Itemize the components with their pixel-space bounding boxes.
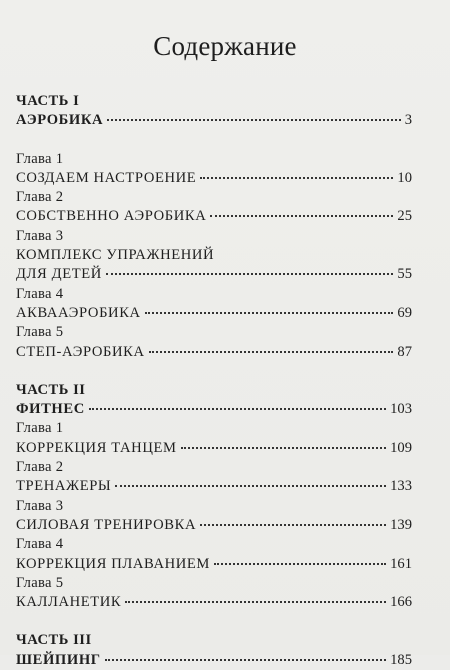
toc-entry[interactable]: [16, 477, 412, 496]
toc-entry-title: КОРРЕКЦИЯ ПЛАВАНИЕМ: [16, 555, 210, 572]
toc-entry-title: ШЕЙПИНГ: [16, 651, 101, 668]
toc-entry-title: АКВААЭРОБИКА: [16, 304, 141, 321]
toc-entry[interactable]: [16, 555, 412, 574]
chapter-label: Глава 1: [16, 420, 64, 437]
dot-leader: [107, 119, 401, 121]
part-label: ЧАСТЬ I: [16, 93, 80, 109]
toc-entry-part[interactable]: [16, 651, 412, 670]
toc-entry-part[interactable]: [16, 400, 412, 419]
dot-leader: [125, 601, 386, 603]
toc-entry-title: ФИТНЕС: [16, 401, 85, 418]
page-title: Содержание: [153, 31, 297, 61]
toc-entry-page: 161: [390, 555, 412, 572]
toc-entry-page: 55: [397, 266, 412, 283]
toc-entry-page: 109: [390, 439, 412, 456]
chapter-label: Глава 2: [16, 189, 64, 206]
toc-entry-page: 25: [397, 208, 412, 225]
toc-entry-title: ДЛЯ ДЕТЕЙ: [16, 266, 102, 283]
table-of-contents: [16, 92, 412, 670]
chapter-label: Глава 3: [16, 497, 64, 514]
chapter-label: Глава 2: [16, 459, 64, 476]
toc-entry-page: 103: [390, 401, 412, 418]
toc-entry-title: СОБСТВЕННО АЭРОБИКА: [16, 208, 207, 225]
toc-entry-title: СИЛОВАЯ ТРЕНИРОВКА: [16, 516, 197, 533]
toc-entry-title: СТЕП-АЭРОБИКА: [16, 343, 145, 360]
part-label: ЧАСТЬ II: [16, 381, 86, 398]
toc-entry-page: 133: [390, 478, 412, 495]
toc-entry-page: 10: [397, 169, 412, 186]
chapter-label: Глава 5: [16, 574, 64, 591]
dot-leader: [149, 351, 394, 353]
toc-entry-page: 139: [390, 516, 412, 533]
toc-entry-page: 166: [390, 594, 412, 611]
toc-entry-part[interactable]: [16, 111, 412, 130]
part-label: ЧАСТЬ III: [16, 632, 92, 649]
toc-entry-title: СОЗДАЕМ НАСТРОЕНИЕ: [16, 169, 197, 186]
toc-entry[interactable]: [16, 439, 412, 458]
dot-leader: [181, 447, 387, 449]
toc-entry-title: КОРРЕКЦИЯ ТАНЦЕМ: [16, 439, 177, 456]
toc-entry[interactable]: [16, 207, 412, 226]
dot-leader: [105, 659, 386, 661]
toc-entry-page: 3: [404, 112, 412, 129]
dot-leader: [200, 177, 393, 179]
dot-leader: [200, 524, 386, 526]
toc-entry-page: 69: [397, 304, 412, 321]
dot-leader: [214, 563, 386, 565]
toc-entry-title: АЭРОБИКА: [16, 112, 104, 129]
toc-entry-title-line: КОМПЛЕКС УПРАЖНЕНИЙ: [16, 247, 215, 264]
dot-leader: [89, 408, 386, 410]
dot-leader: [115, 485, 386, 487]
toc-entry-page: 185: [390, 651, 412, 668]
dot-leader: [145, 312, 394, 314]
toc-entry[interactable]: [16, 304, 412, 323]
toc-entry[interactable]: [16, 265, 412, 284]
chapter-label: Глава 4: [16, 536, 64, 553]
toc-entry[interactable]: [16, 169, 412, 188]
toc-entry-title: ТРЕНАЖЕРЫ: [16, 478, 112, 495]
chapter-label: Глава 3: [16, 227, 64, 244]
toc-entry[interactable]: [16, 516, 412, 535]
chapter-label: Глава 4: [16, 285, 64, 302]
dot-leader: [210, 215, 393, 217]
toc-entry[interactable]: [16, 593, 412, 612]
toc-entry-page: 87: [397, 343, 412, 360]
dot-leader: [106, 273, 394, 275]
chapter-label: Глава 5: [16, 324, 64, 341]
chapter-label: Глава 1: [16, 150, 64, 167]
toc-entry[interactable]: [16, 343, 412, 362]
toc-entry-title: КАЛЛАНЕТИК: [16, 594, 122, 611]
